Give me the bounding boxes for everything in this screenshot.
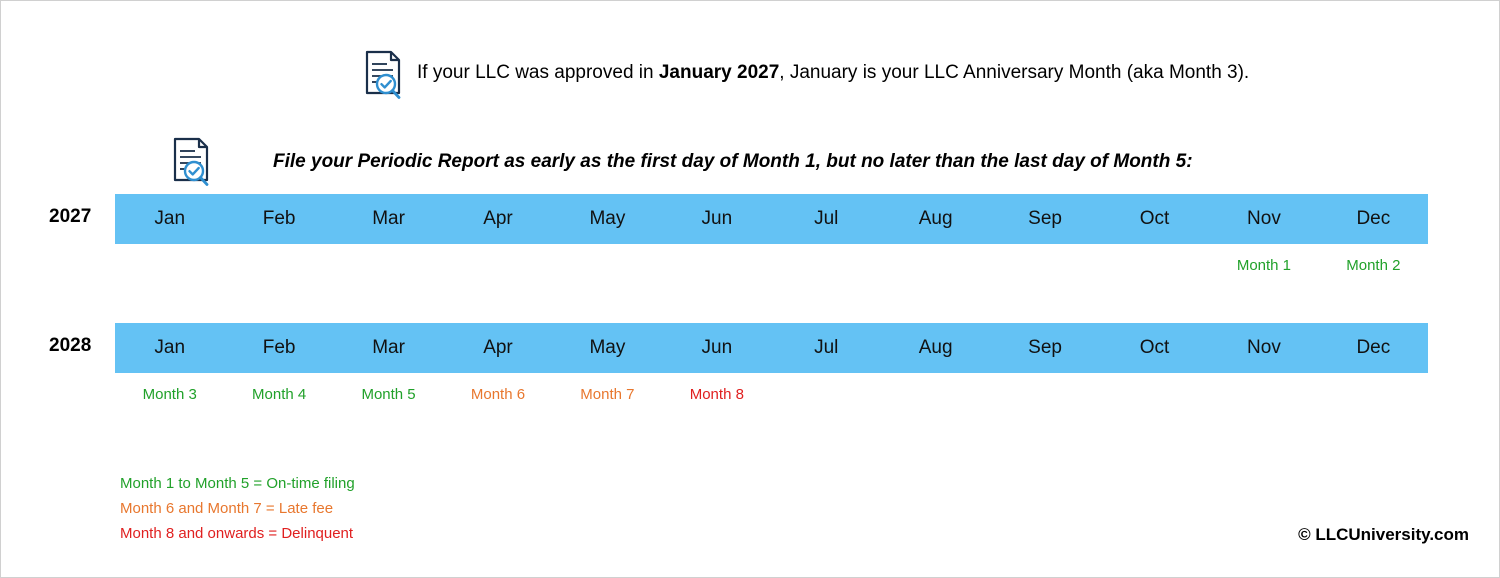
note-text-post: , January is your LLC Anniversary Month (aka Month 3). — [779, 62, 1250, 83]
month-tag: Month 5 — [361, 385, 416, 403]
month-cell: Jan — [154, 337, 186, 358]
month-tag: Month 1 — [1236, 256, 1292, 274]
month-tag — [990, 381, 1099, 407]
month-cell: Oct — [1139, 208, 1170, 229]
month-cell: May — [589, 337, 626, 358]
month-tag-row — [115, 381, 1428, 407]
year-label: 2028 — [49, 335, 92, 356]
month-cell: Apr — [483, 208, 513, 229]
month-tag — [1100, 381, 1209, 407]
month-cell: Aug — [918, 208, 953, 229]
month-tag — [1209, 381, 1318, 407]
month-cell: Nov — [1247, 208, 1281, 229]
month-cell: Feb — [262, 208, 296, 229]
month-tag — [553, 252, 662, 278]
legend-item-ontime: Month 1 to Month 5 = On-time filing — [120, 475, 355, 492]
month-tag — [662, 252, 771, 278]
month-tag — [1100, 252, 1209, 278]
month-cell: Apr — [483, 337, 513, 358]
month-tag: Month 3 — [142, 385, 197, 403]
month-cell: Jul — [814, 337, 839, 358]
month-tag — [881, 381, 990, 407]
note-text-anniversary — [417, 49, 1249, 86]
month-cell: Dec — [1356, 337, 1391, 358]
month-tag — [772, 381, 881, 407]
note-text-filing-window: File your Periodic Report as early as the first day of Month 1, but no later than the last day of Month 5: — [273, 151, 1193, 172]
month-bar — [115, 194, 1428, 244]
month-cell: Jun — [701, 208, 733, 229]
month-cell: Sep — [1028, 337, 1062, 358]
month-cell: Feb — [262, 337, 296, 358]
month-tag: Month 7 — [580, 385, 635, 403]
month-tag — [443, 252, 552, 278]
month-cell: Mar — [372, 337, 405, 358]
legend — [120, 471, 355, 546]
month-tag — [881, 252, 990, 278]
document-check-icon — [169, 136, 213, 188]
month-tag — [772, 252, 881, 278]
month-cell: Oct — [1139, 337, 1170, 358]
month-tag: Month 8 — [689, 385, 744, 403]
month-bar — [115, 323, 1428, 373]
month-cell: Aug — [918, 337, 953, 358]
month-tag — [990, 252, 1099, 278]
legend-item-delinquent: Month 8 and onwards = Delinquent — [120, 525, 354, 542]
month-cell: Sep — [1028, 208, 1062, 229]
year-label: 2027 — [49, 206, 92, 227]
month-cell: May — [589, 208, 626, 229]
month-cell: Jan — [154, 208, 186, 229]
month-cell: Jun — [701, 337, 733, 358]
month-tag-row — [115, 252, 1428, 278]
month-tag — [224, 252, 333, 278]
month-tag: Month 4 — [252, 385, 307, 403]
month-tag — [334, 252, 443, 278]
month-cell: Mar — [372, 208, 405, 229]
note-row-anniversary — [361, 49, 1249, 101]
month-tag — [115, 252, 224, 278]
month-cell: Jul — [814, 208, 839, 229]
month-tag — [1319, 381, 1428, 407]
copyright-text: © LLCUniversity.com — [1298, 525, 1469, 544]
month-cell: Nov — [1247, 337, 1281, 358]
month-tag: Month 6 — [470, 385, 526, 403]
month-tag: Month 2 — [1346, 256, 1401, 274]
document-check-icon — [361, 49, 405, 101]
note-row-filing-window — [169, 136, 1193, 188]
month-cell: Dec — [1356, 208, 1391, 229]
legend-item-latefee: Month 6 and Month 7 = Late fee — [120, 500, 334, 517]
note-text-pre: If your LLC was approved in — [417, 62, 659, 83]
note-text-bold: January 2027 — [658, 62, 780, 83]
